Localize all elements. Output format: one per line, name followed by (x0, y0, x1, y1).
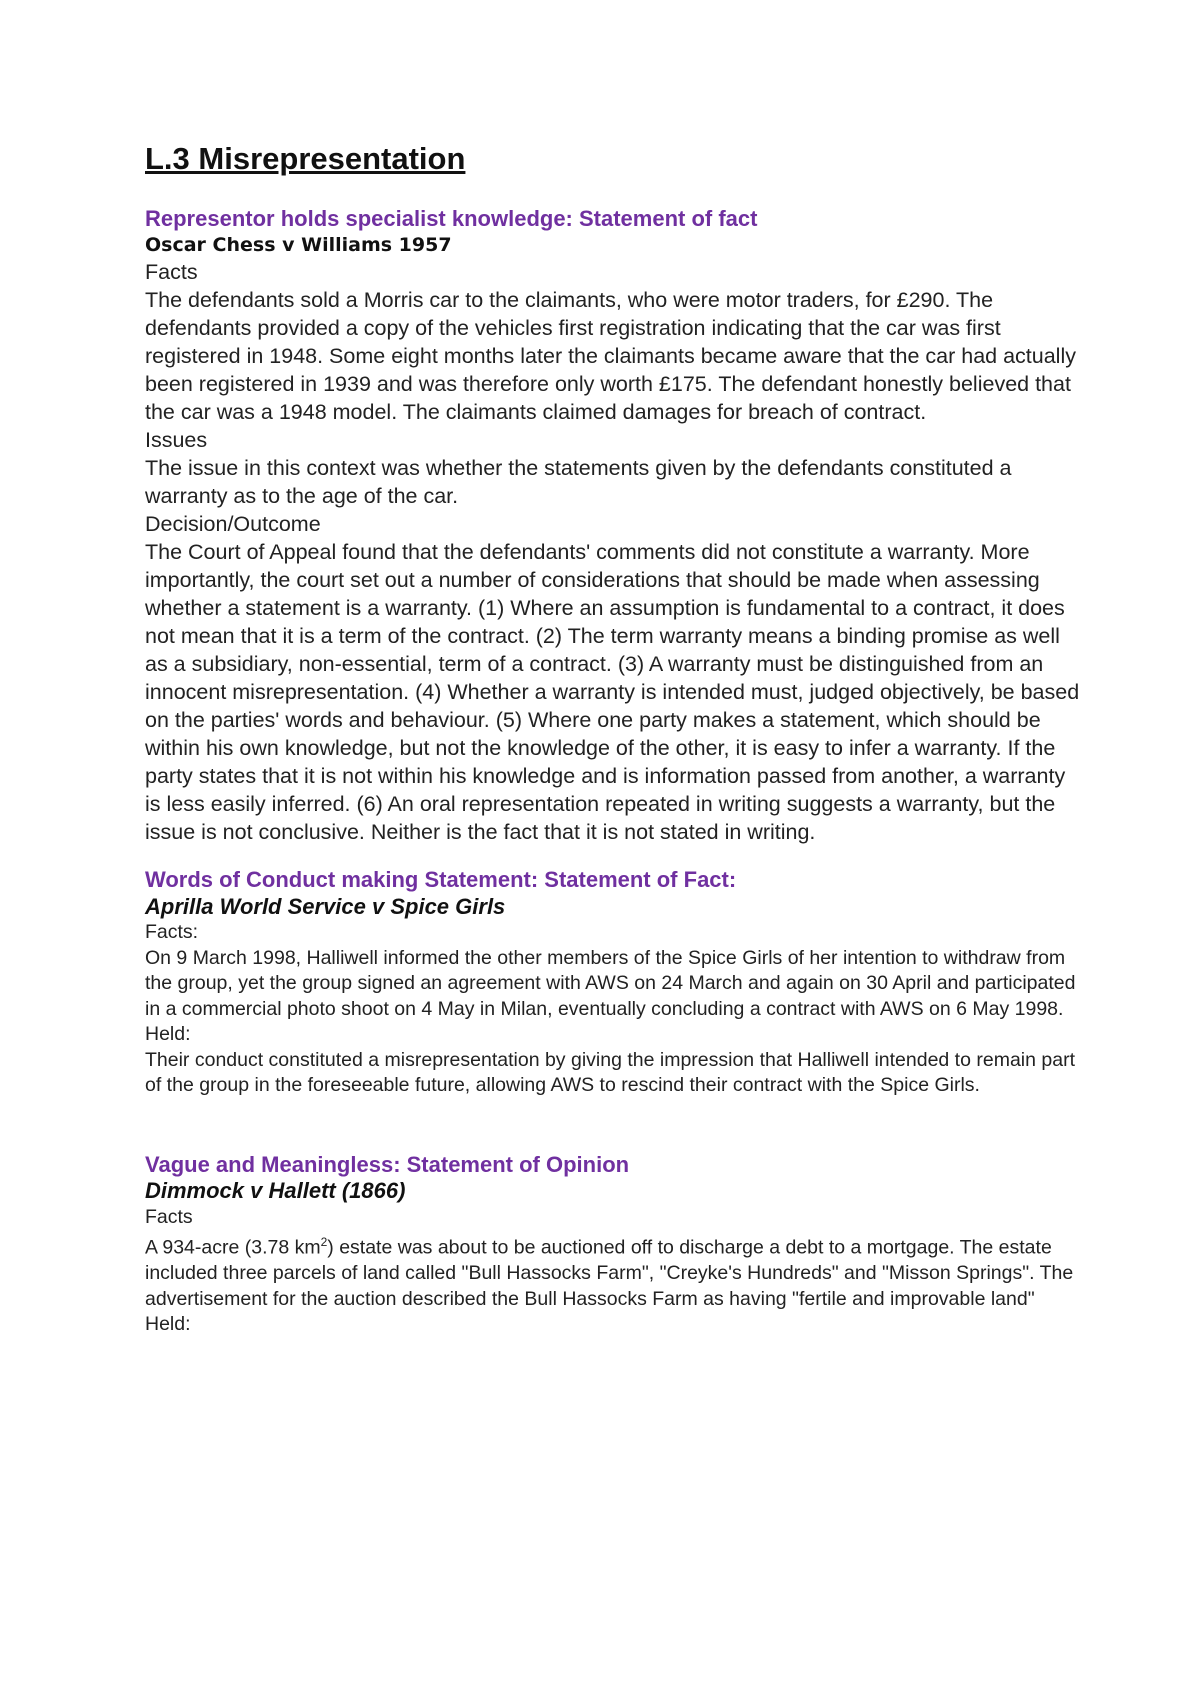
document-title: L.3 Misrepresentation (145, 141, 466, 176)
decision-text: The Court of Appeal found that the defendants' comments did not constitute a warranty. More importantly, the court set out a number of considerations that should be made when assessing whether a statement is a warranty. (1) Where an assumption is fundamental to a contract, it does not mean that it is a term of the contract. (2) The term warranty means a binding promise as well as a subsidiary, non-essential, term of a contract. (3) A warranty must be distinguished from an innocent misrepresentation. (4) Whether a warranty is intended must, judged objectively, be based on the parties' words and behaviour. (5) Where one party makes a statement, which should be within his own knowledge, but not the knowledge of the other, it is easy to infer a warranty. If the party states that it is not within his knowledge and is information passed from another, a warranty is less easily inferred. (6) An oral representation repeated in writing suggests a warranty, but the issue is not conclusive. Neither is the fact that it is not stated in writing. (145, 540, 1080, 845)
facts-text: The defendants sold a Morris car to the claimants, who were motor traders, for £290. The defendants provided a copy of the vehicles first registration indicating that the car was first registered in 1948. Some eight months later the claimants became aware that the car had actually been registered in 1939 and was therefore only worth £175. The defendant honestly believed that the car was a 1948 model. The claimants claimed damages for breach of contract. (145, 288, 1076, 425)
facts-label: Facts (145, 1205, 193, 1228)
held-text: Their conduct constituted a misrepresentation by giving the impression that Halliwell intended to remain part of the group in the foreseeable future, allowing AWS to rescind their contract with the Spice Girls. (145, 1048, 1075, 1097)
section-dimmock (145, 1151, 1085, 1338)
issues-label: Issues (145, 428, 208, 453)
section-oscar-chess (145, 205, 1085, 846)
facts-text-part: A 934-acre (3.78 km (145, 1236, 321, 1259)
case-name: Dimmock v Hallett (1866) (145, 1178, 406, 1204)
decision-label: Decision/Outcome (145, 512, 321, 537)
facts-label: Facts (145, 260, 198, 285)
facts-text-part: ) estate was about to be auctioned off to discharge a debt to a mortgage. The estate included three parcels of land called "Bull Hassocks Farm", "Creyke's Hundreds" and "Misson Springs". The advertisement for the auction described the Bull Hassocks Farm as having "fertile and improvable land" (145, 1236, 1074, 1310)
case-name: Oscar Chess v Williams 1957 (145, 233, 452, 256)
issues-text: The issue in this context was whether the statements given by the defendants constituted a warranty as to the age of the car. (145, 456, 1012, 509)
section-heading: Words of Conduct making Statement: Statement of Fact: (145, 867, 737, 893)
facts-label: Facts: (145, 921, 199, 944)
section-spice-girls (145, 866, 1085, 1098)
held-label: Held: (145, 1313, 191, 1336)
facts-text (145, 1230, 1085, 1312)
section-heading: Representor holds specialist knowledge: Statement of fact (145, 206, 758, 232)
held-label: Held: (145, 1023, 191, 1046)
superscript-2: 2 (320, 1235, 328, 1250)
section-heading: Vague and Meaningless: Statement of Opinion (145, 1151, 630, 1177)
document-content (145, 140, 1085, 1338)
case-name: Aprilla World Service v Spice Girls (145, 893, 506, 919)
facts-text: On 9 March 1998, Halliwell informed the other members of the Spice Girls of her intention to withdraw from the group, yet the group signed an agreement with AWS on 24 March and again on 30 April and participated in a commercial photo shoot on 4 May in Milan, eventually concluding a contract with AWS on 6 May 1998. (145, 946, 1076, 1020)
